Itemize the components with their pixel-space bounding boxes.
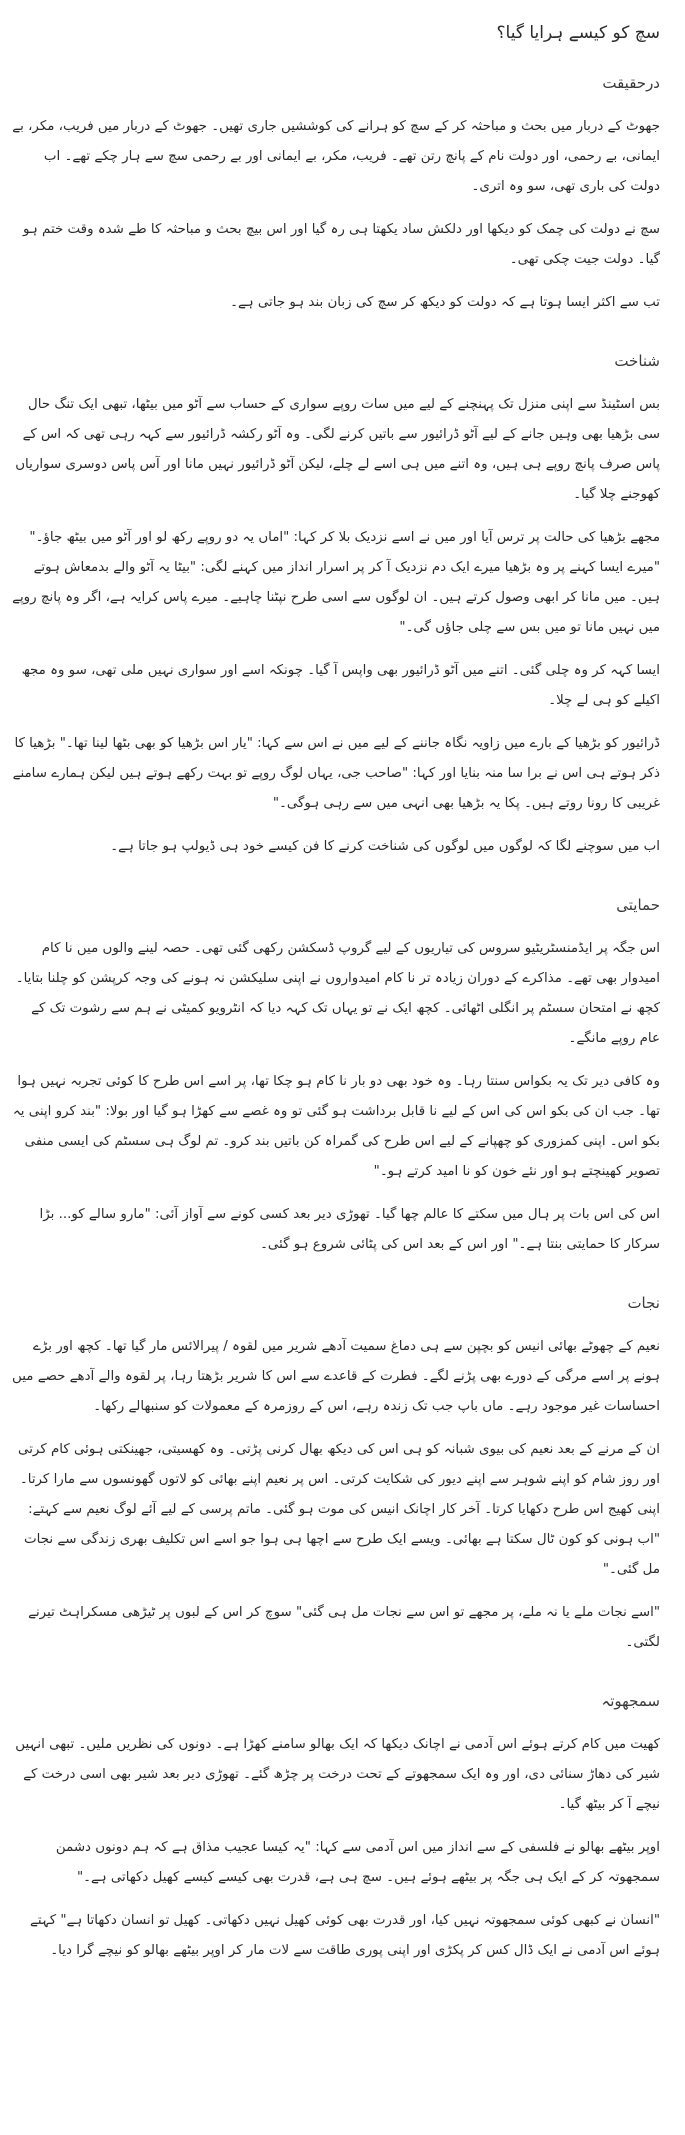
paragraph: کھیت میں کام کرتے ہوئے اس آدمی نے اچانک دیکھا کہ ایک بھالو سامنے کھڑا ہے۔ دونوں کی نظریں ملیں۔ تبھی انہیں شیر کی دھاڑ سنائی دی، اور وہ ایک سمجھوتے کے تحت درخت پر چڑھ گئے۔ تھوڑی دیر بعد شیر بھی اسی درخت کے نیچے آ کر بیٹھ گیا۔ [15,1737,660,1812]
paragraph: "اسے نجات ملے یا نہ ملے، پر مجھے تو اس سے نجات مل ہی گئی" سوچ کر اس کے لبوں پر ٹیڑھی مسکراہٹ تیرنے لگتی۔ [28,1605,660,1650]
paragraph: اب میں سوچنے لگا کہ لوگوں میں لوگوں کی شناخت کرنے کا فن کیسے خود ہی ڈیولپ ہو جاتا ہے۔ [110,839,660,854]
paragraph: سچ نے دولت کی چمک کو دیکھا اور دلکش ساد یکھتا ہی رہ گیا اور اس بیچ بحث و مباحثہ کا طے شدہ وقت ختم ہو گیا۔ دولت جیت چکی تھی۔ [23,222,660,267]
paragraph: اوپر بیٹھے بھالو نے فلسفی کے سے انداز میں اس آدمی سے کہا: "یہ کیسا عجیب مذاق ہے کہ ہم دونوں دشمن سمجھوتہ کر کے ایک ہی جگہ پر بیٹھے ہوئے ہیں۔ سچ ہی ہے، قدرت بھی کیسے کیسے کھیل دکھاتی ہے۔" [55,1840,660,1885]
section-samjhauta [12,1690,660,1966]
section-heading: سمجھوتہ [601,1692,660,1710]
paragraph: بس اسٹینڈ سے اپنی منزل تک پہنچنے کے لیے میں سات روپے سواری کے حساب سے آٹو میں بیٹھا، تبھی ایک تنگ حال سی بڑھیا بھی وہیں جانے کے لیے آٹو ڈرائیور سے باتیں کرنے لگی۔ وہ آٹو رکشہ ڈرائیور سے کہہ رہی تھی کہ اس کے پاس صرف پانچ روپے ہی ہیں، وہ اتنے میں ہی اسے لے چلے، لیکن آٹو ڈرائیور نہیں مانا اور آس پاس دوسری سواریاں کھوجنے چلا گیا۔ [15,397,660,502]
paragraph: ڈرائیور کو بڑھیا کے بارے میں زاویہ نگاہ جاننے کے لیے میں نے اس سے کہا: "یار اس بڑھیا کو بھی بٹھا لینا تھا۔" بڑھیا کا ذکر ہوتے ہی اس نے برا سا منہ بنایا اور کہا: "صاحب جی، یہاں لوگ روپے تو بہت رکھے ہوتے ہیں لیکن ہمارے سامنے غریبی کا رونا روتے ہیں۔ پکا یہ بڑھیا بھی انہی میں سے رہی ہوگی۔" [12,736,660,811]
paragraph: مجھے بڑھیا کی حالت پر ترس آیا اور میں نے اسے نزدیک بلا کر کہا: "اماں یہ دو روپے رکھ لو اور آٹو میں بیٹھ جاؤ۔" "میرے ایسا کہنے پر وہ بڑھیا میرے ایک دم نزدیک آ کر پر اسرار انداز میں کہنے لگی: "بیٹا یہ آٹو والے بدمعاش ہوتے ہیں۔ میں مانا کر ابھی وصول کرتے ہیں۔ ان لوگوں سے اسی طرح نپٹنا چاہیے۔ میرے پاس کرایہ ہے، اگر وہ پانچ روپے میں نہیں مانا تو میں بس سے چلی جاؤں گی۔" [12,530,660,635]
section-shanakht [12,350,660,862]
paragraph: "انسان نے کبھی کوئی سمجھوتہ نہیں کیا، اور قدرت بھی کوئی کھیل نہیں دکھاتی۔ کھیل تو انسان دکھاتا ہے" کہتے ہوئے اس آدمی نے ایک ڈال کس کر پکڑی اور اپنی پوری طاقت سے لات مار کر اوپر بیٹھے بھالو کو نیچے گرا دیا۔ [29,1913,660,1958]
paragraph: ایسا کہہ کر وہ چلی گئی۔ اتنے میں آٹو ڈرائیور بھی واپس آ گیا۔ چونکہ اسے اور سواری نہیں ملی تھی، سو وہ مجھ اکیلے کو ہی لے چلا۔ [21,663,660,708]
section-heading: شناخت [614,352,660,370]
section-heading: نجات [627,1294,660,1312]
paragraph: اس جگہ پر ایڈمنسٹریٹیو سروس کی تیاریوں کے لیے گروپ ڈسکشن رکھی گئی تھی۔ حصہ لینے والوں میں نا کام امیدوار بھی تھے۔ مذاکرے کے دوران زیادہ تر نا کام امیدواروں نے اپنی سلیکشن نہ ہونے کی وجہ کرپشن کو چلنا بتایا۔ کچھ نے امتحان سسٹم پر انگلی اٹھائی۔ کچھ ایک نے تو یہاں تک کہہ دیا کہ انٹرویو کمیٹی نے ہم سے رشوت تک کے عام روپے مانگے۔ [15,941,660,1046]
paragraph: وہ کافی دیر تک یہ بکواس سنتا رہا۔ وہ خود بھی دو بار نا کام ہو چکا تھا، پر اسے اس طرح کا کوئی تجربہ نہیں ہوا تھا۔ جب ان کی بکو اس کی اس کے لیے نا قابل برداشت ہو گئی تو وہ غصے سے کھڑا ہو گیا اور بولا: "بند کرو اپنی یہ بکو اس۔ اپنی کمزوری کو چھپانے کے لیے اس طرح کی گمراہ کن باتیں بند کرو۔ تم لوگ ہی سسٹم کی ایسی منفی تصویر کھینچتے ہو اور نئے خون کو نا امید کرتے ہو۔" [12,1074,660,1179]
paragraph: ان کے مرنے کے بعد نعیم کی بیوی شبانہ کو ہی اس کی دیکھ بھال کرنی پڑتی۔ وہ کھسیتی، جھینکتی ہوئی کام کرتی اور روز شام کو اپنے شوہر سے اپنے دیور کی شکایت کرتی۔ اس پر نعیم اپنے بھائی کو لاتوں گھونسوں سے مارا کرتا۔ اپنی کھیج اس طرح دکھایا کرتا۔ آخر کار اچانک انیس کی موت ہو گئی۔ ماتم پرسی کے لیے آئے لوگ نعیم سے کہتے: "اب ہونی کو کون ٹال سکتا ہے بھائی۔ ویسے ایک طرح سے اچھا ہی ہوا جو اسے اس تکلیف بھری زندگی سے نجات مل گئی۔" [18,1442,660,1577]
paragraph: جھوٹ کے دربار میں بحث و مباحثہ کر کے سچ کو ہرانے کی کوششیں جاری تھیں۔ جھوٹ کے دربار میں فریب، مکر، بے ایمانی، بے رحمی، اور دولت نام کے پانچ رتن تھے۔ فریب، مکر، بے ایمانی اور بے رحمی سچ سے ہار چکے تھے۔ اب دولت کی باری تھی، سو وہ اتری۔ [12,119,660,194]
paragraph: نعیم کے چھوٹے بھائی انیس کو بچپن سے ہی دماغ سمیت آدھے شریر میں لقوہ / پیرالائس مار گیا تھا۔ کچھ اور بڑے ہونے پر اسے مرگی کے دورے بھی پڑنے لگے۔ فطرت کے قاعدے سے اس کا شریر بڑھتا رہا، پر لقوہ والے آدھے حصے میں احساسات غیر موجود رہے۔ ماں باپ جب تک زندہ رہے، اس کے روزمرہ کے معمولات کو سنبھالے رکھا۔ [12,1339,660,1414]
paragraph: اس کی اس بات پر ہال میں سکتے کا عالم چھا گیا۔ تھوڑی دیر بعد کسی کونے سے آواز آئی: "مارو سالے کو... بڑا سرکار کا حمایتی بنتا ہے۔" اور اس کے بعد اس کی پٹائی شروع ہو گئی۔ [39,1207,660,1252]
section-himayati [12,894,660,1260]
section-nijaat [12,1292,660,1658]
section-heading: حمایتی [616,896,660,914]
document-title: سچ کو کیسے ہرایا گیا؟ [496,23,660,43]
section-dar-haqeeqat [12,72,660,318]
paragraph: تب سے اکثر ایسا ہوتا ہے کہ دولت کو دیکھ کر سچ کی زبان بند ہو جاتی ہے۔ [230,295,660,310]
section-heading: درحقیقت [602,74,660,92]
